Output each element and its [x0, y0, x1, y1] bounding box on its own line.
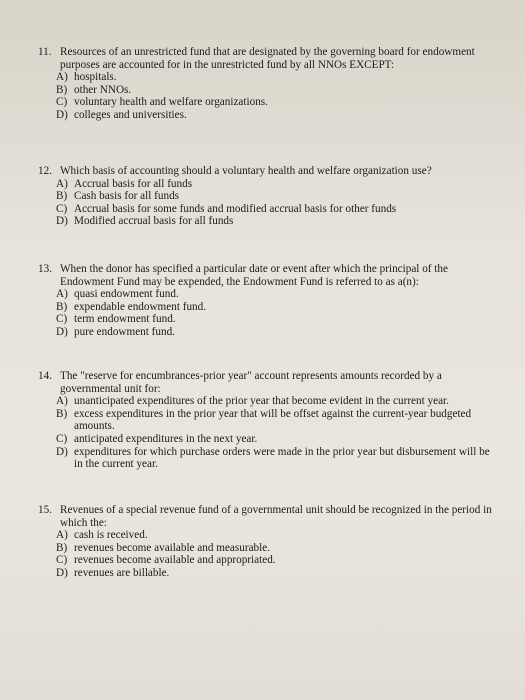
option-letter: D) [56, 108, 68, 121]
option-letter: A) [56, 177, 68, 190]
option-a [56, 178, 498, 191]
option-c [56, 554, 498, 567]
option-letter: B) [56, 83, 68, 96]
question-12 [38, 165, 498, 228]
option-text: expendable endowment fund. [74, 300, 207, 313]
question-text: Revenues of a special revenue fund of a governmental unit should be recognized in the period in which the: [60, 504, 492, 529]
option-d [56, 446, 498, 471]
question-15 [38, 504, 498, 580]
question-text: When the donor has specified a particular date or event after which the principal of the Endowment Fund may be expended, the Endowment Fund is referred to as a(n): [60, 263, 448, 288]
question-text: Resources of an unrestricted fund that are designated by the governing board for endowment purposes are accounted for in the unrestricted fund by all NNOs EXCEPT: [60, 46, 475, 71]
option-letter: A) [56, 288, 68, 301]
question-14 [38, 370, 498, 471]
option-d [56, 567, 498, 580]
option-c [56, 96, 498, 109]
option-letter: B) [56, 300, 68, 313]
question-11 [38, 46, 498, 122]
question-number: 14. [38, 370, 52, 382]
option-text: revenues become available and measurable. [74, 541, 270, 554]
option-d [56, 215, 498, 228]
option-text: other NNOs. [74, 83, 132, 96]
option-b [56, 190, 498, 203]
question-13 [38, 263, 498, 339]
option-text: colleges and universities. [74, 108, 187, 121]
option-text: Modified accrual basis for all funds [74, 215, 234, 228]
option-text: pure endowment fund. [74, 325, 175, 338]
option-letter: C) [56, 96, 68, 109]
option-text: revenues are billable. [74, 566, 170, 579]
option-b [56, 408, 498, 433]
option-a [56, 288, 498, 301]
option-letter: A) [56, 395, 68, 408]
option-a [56, 71, 498, 84]
option-text: Cash basis for all funds [74, 190, 180, 203]
option-letter: A) [56, 71, 68, 84]
option-text: expenditures for which purchase orders were made in the prior year but disbursement will be in the current year. [74, 445, 490, 471]
option-text: term endowment fund. [74, 313, 176, 326]
option-text: anticipated expenditures in the next year. [74, 432, 258, 445]
option-text: cash is received. [74, 529, 148, 542]
option-letter: D) [56, 445, 68, 458]
option-letter: B) [56, 190, 68, 203]
option-text: hospitals. [74, 71, 117, 84]
option-letter: C) [56, 313, 68, 326]
option-b [56, 542, 498, 555]
option-c [56, 313, 498, 326]
option-text: Accrual basis for all funds [74, 177, 193, 190]
option-b [56, 84, 498, 97]
option-letter: D) [56, 325, 68, 338]
option-c [56, 433, 498, 446]
option-a [56, 529, 498, 542]
option-letter: C) [56, 432, 68, 445]
option-letter: D) [56, 215, 68, 228]
question-number: 15. [38, 504, 52, 516]
question-number: 13. [38, 263, 52, 275]
option-text: Accrual basis for some funds and modified accrual basis for other funds [74, 202, 397, 215]
question-number: 11. [38, 46, 52, 58]
option-letter: C) [56, 202, 68, 215]
question-text: Which basis of accounting should a voluntary health and welfare organization use? [60, 165, 432, 177]
option-text: quasi endowment fund. [74, 288, 179, 301]
option-a [56, 395, 498, 408]
option-c [56, 203, 498, 216]
option-b [56, 301, 498, 314]
option-letter: D) [56, 566, 68, 579]
question-text: The "reserve for encumbrances-prior year" account represents amounts recorded by a governmental unit for: [60, 370, 442, 395]
option-letter: B) [56, 541, 68, 554]
question-number: 12. [38, 165, 52, 177]
option-d [56, 109, 498, 122]
option-d [56, 326, 498, 339]
option-text: excess expenditures in the prior year that will be offset against the current-year budgeted amounts. [74, 407, 472, 433]
option-letter: B) [56, 407, 68, 420]
option-letter: C) [56, 554, 68, 567]
option-text: revenues become available and appropriated. [74, 554, 276, 567]
option-text: unanticipated expenditures of the prior year that become evident in the current year. [74, 395, 449, 408]
option-text: voluntary health and welfare organizations. [74, 96, 268, 109]
option-letter: A) [56, 529, 68, 542]
